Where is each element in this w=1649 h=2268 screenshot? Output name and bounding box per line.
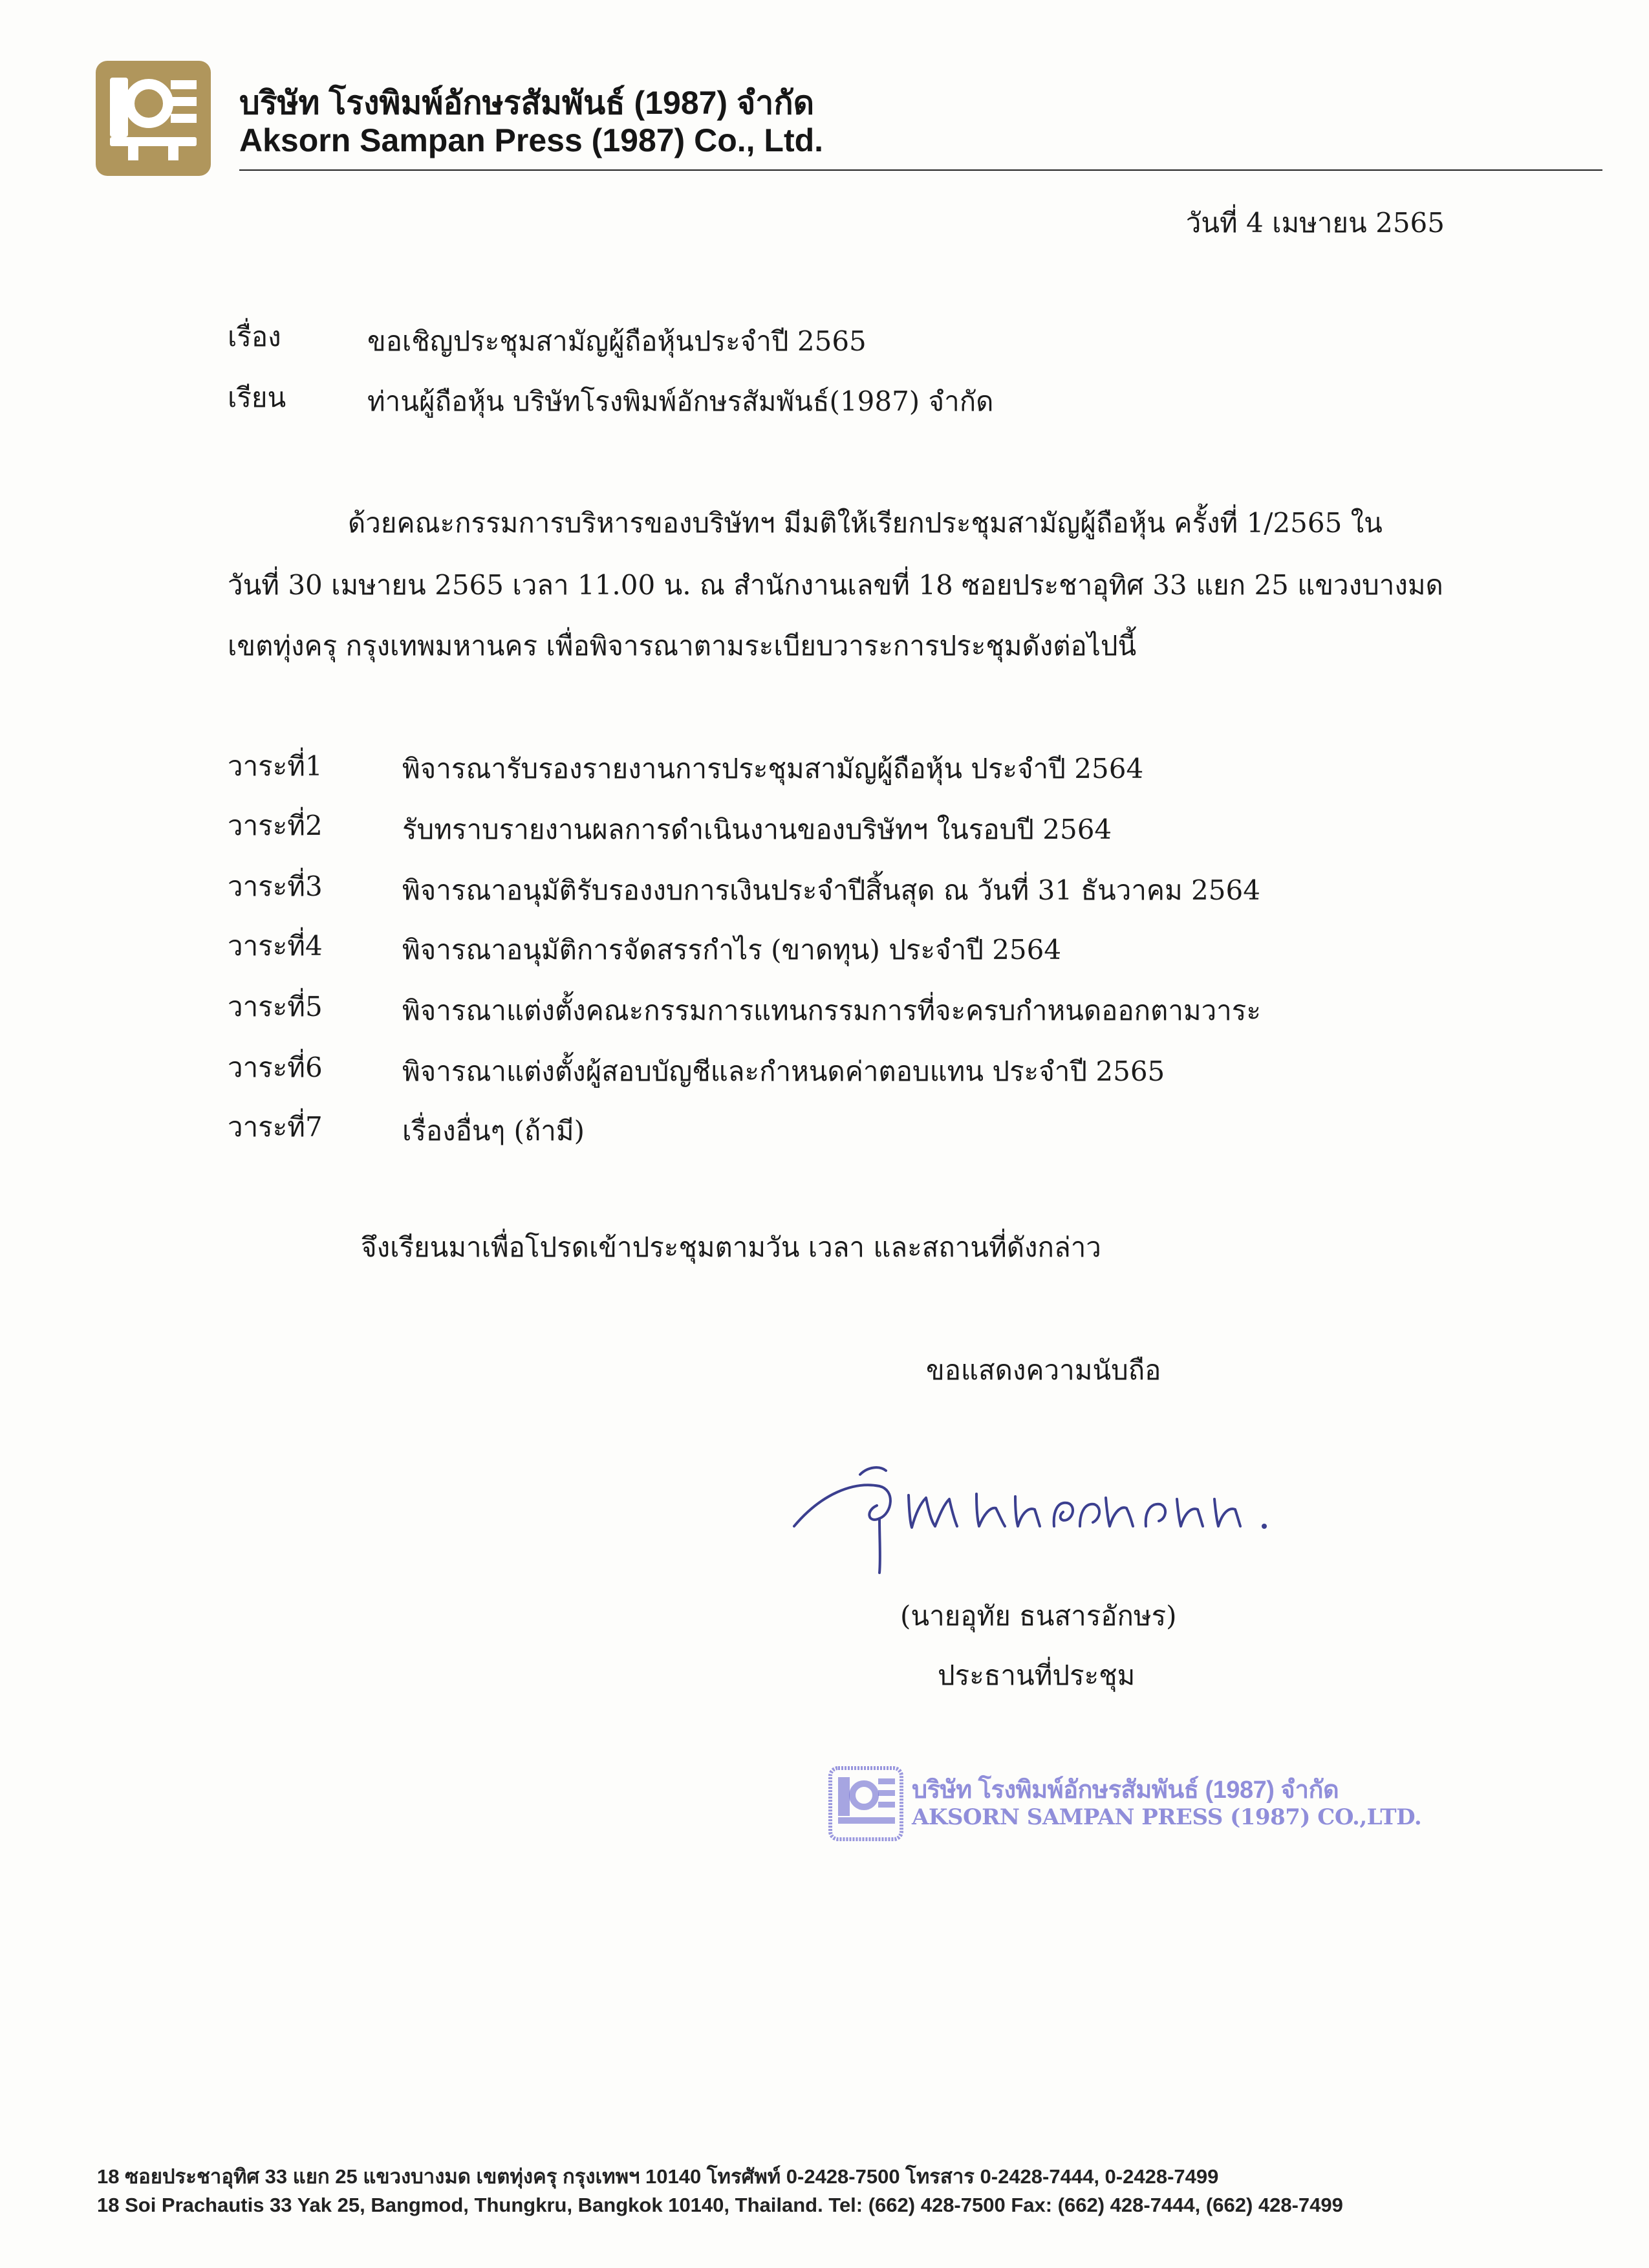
agenda-item-text: พิจารณารับรองรายงานการประชุมสามัญผู้ถือหุ้น ประจำปี 2564 (402, 753, 1144, 784)
stamp-text-english: AKSORN SAMPAN PRESS (1987) CO.,LTD. (912, 1804, 1422, 1830)
header-divider (239, 169, 1602, 171)
company-name-english: Aksorn Sampan Press (1987) Co., Ltd. (239, 122, 824, 158)
agenda-item-label: วาระที่7 (228, 1111, 323, 1143)
body-line: เขตทุ่งครุ กรุงเทพมหานคร เพื่อพิจารณาตามระเบียบวาระการประชุมดังต่อไปนี้ (228, 630, 1137, 662)
body-line: ด้วยคณะกรรมการบริหารของบริษัทฯ มีมติให้เรียกประชุมสามัญผู้ถือหุ้น ครั้งที่ 1/2565 ใน (348, 507, 1383, 539)
closing-line: จึงเรียนมาเพื่อโปรดเข้าประชุมตามวัน เวลา และสถานที่ดังกล่าว (361, 1231, 1101, 1263)
stamp-text-thai: บริษัท โรงพิมพ์อักษรสัมพันธ์ (1987) จำกัด (912, 1777, 1339, 1804)
agenda-item-text: รับทราบรายงานผลการดำเนินงานของบริษัทฯ ในรอบปี 2564 (402, 814, 1112, 845)
agenda-item-label: วาระที่4 (228, 930, 323, 962)
handwritten-signature (782, 1449, 1287, 1581)
company-name-thai: บริษัท โรงพิมพ์อักษรสัมพันธ์ (1987) จำกัด (239, 85, 815, 121)
letter-date: วันที่ 4 เมษายน 2565 (1185, 207, 1445, 239)
agenda-item-label: วาระที่5 (228, 991, 323, 1022)
agenda-item-text: พิจารณาอนุมัติการจัดสรรกำไร (ขาดทุน) ประจำปี 2564 (402, 934, 1062, 966)
stamp-logo-icon (828, 1766, 904, 1842)
agenda-item-text: พิจารณาแต่งตั้งคณะกรรมการแทนกรรมการที่จะครบกำหนดออกตามวาระ (402, 995, 1261, 1026)
agenda-item-label: วาระที่2 (228, 810, 323, 841)
body-line: วันที่ 30 เมษายน 2565 เวลา 11.00 น. ณ สำนักงานเลขที่ 18 ซอยประชาอุทิศ 33 แยก 25 แขวงบางมด (228, 569, 1443, 601)
footer-address-english: 18 Soi Prachautis 33 Yak 25, Bangmod, Thungkru, Bangkok 10140, Thailand. Tel: (662) 428-7500 Fax: (662) 428-7444, (662) 428-7499 (97, 2194, 1343, 2216)
company-stamp (828, 1766, 1422, 1843)
agenda-item-label: วาระที่3 (228, 870, 323, 902)
regards-line: ขอแสดงความนับถือ (926, 1354, 1161, 1386)
agenda-item-text: พิจารณาอนุมัติรับรองงบการเงินประจำปีสิ้นสุด ณ วันที่ 31 ธันวาคม 2564 (402, 874, 1260, 906)
recipient-label: เรียน (228, 382, 286, 413)
subject-value: ขอเชิญประชุมสามัญผู้ถือหุ้นประจำปี 2565 (367, 325, 867, 357)
footer-address-thai: 18 ซอยประชาอุทิศ 33 แยก 25 แขวงบางมด เขตทุ่งครุ กรุงเทพฯ 10140 โทรศัพท์ 0-2428-7500 โทรสาร 0-2428-7444, 0-2428-7499 (97, 2165, 1219, 2188)
company-logo-icon (96, 61, 211, 176)
subject-label: เรื่อง (228, 321, 281, 352)
agenda-item-text: พิจารณาแต่งตั้งผู้สอบบัญชีและกำหนดค่าตอบแทน ประจำปี 2565 (402, 1055, 1165, 1087)
agenda-item-label: วาระที่1 (228, 750, 323, 782)
signer-title: ประธานที่ประชุม (938, 1659, 1136, 1691)
agenda-item-label: วาระที่6 (228, 1052, 323, 1083)
agenda-item-text: เรื่องอื่นๆ (ถ้ามี) (402, 1115, 585, 1147)
signer-name: (นายอุทัย ธนสารอักษร) (900, 1600, 1177, 1632)
recipient-value: ท่านผู้ถือหุ้น บริษัทโรงพิมพ์อักษรสัมพันธ์(1987) จำกัด (367, 385, 994, 417)
